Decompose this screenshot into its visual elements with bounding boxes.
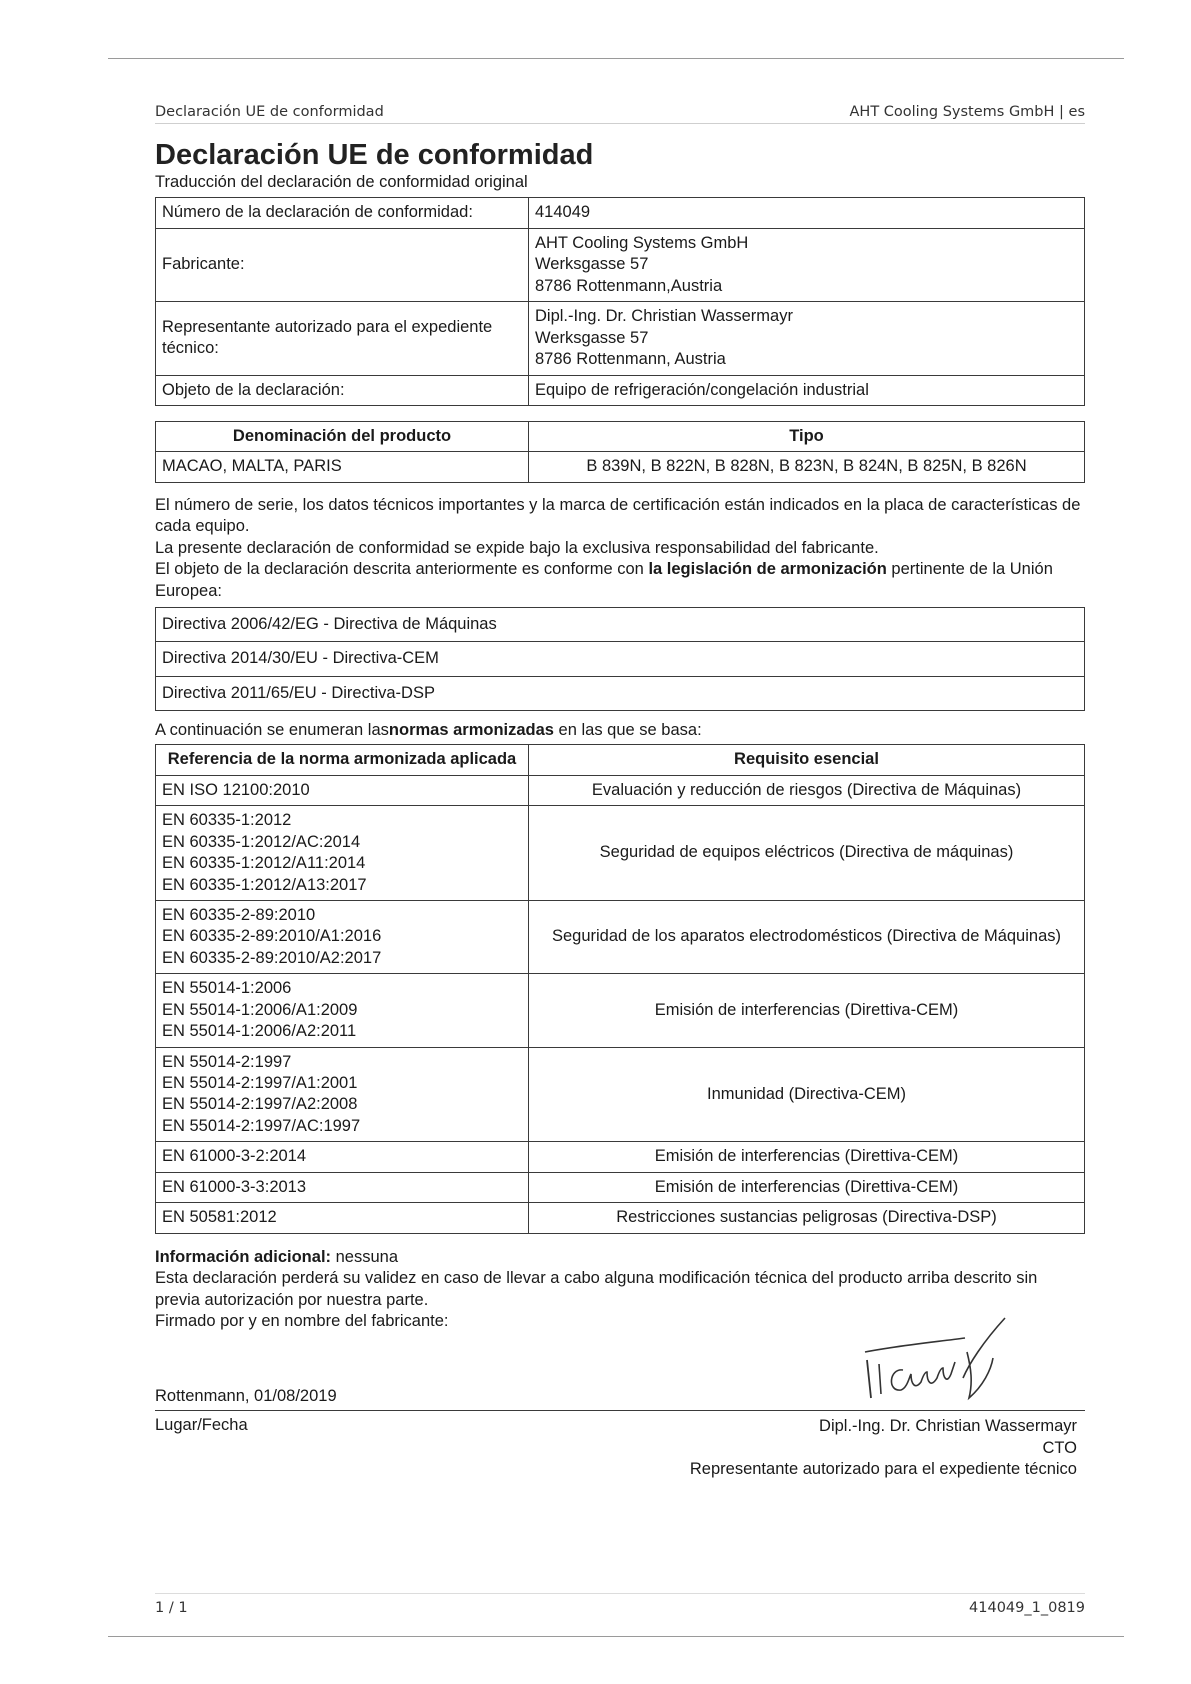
page-title: Declaración UE de conformidad <box>155 139 594 171</box>
table-header-row <box>156 745 1085 775</box>
document-id: 414049_1_0819 <box>969 1600 1085 1616</box>
standard-refs <box>156 1172 529 1202</box>
standard-requirement: Emisión de interferencias (Direttiva-CEM) <box>529 974 1085 1047</box>
running-header <box>155 104 1085 124</box>
table-row <box>156 775 1085 805</box>
signed-by-note: Firmado por y en nombre del fabricante: <box>155 1311 449 1330</box>
bold-text: la legislación de armonización <box>648 560 887 579</box>
table-row <box>156 375 1085 405</box>
page-number: 1 / 1 <box>155 1600 188 1616</box>
text-run: pertinente de la Unión Europea: <box>155 560 1053 600</box>
text-run: El objeto de la declaración descrita anteriormente es conforme con <box>155 560 649 579</box>
column-header: Denominación del producto <box>156 421 529 451</box>
top-rule <box>108 58 1124 59</box>
standard-ref: EN 55014-2:1997/AC:1997 <box>162 1116 361 1135</box>
bold-text: normas armonizadas <box>388 721 554 740</box>
standard-ref: EN 60335-1:2012/A11:2014 <box>162 854 366 873</box>
standard-refs <box>156 900 529 973</box>
signer-name: Dipl.-Ing. Dr. Christian Wassermayr <box>819 1417 1077 1436</box>
product-table <box>155 421 1085 483</box>
table-row <box>156 900 1085 973</box>
table-row <box>156 974 1085 1047</box>
directives-table <box>155 607 1085 711</box>
paragraph: La presente declaración de conformidad se expide bajo la exclusiva responsabilidad del fabricante. <box>155 538 879 557</box>
standard-ref: EN 61000-3-2:2014 <box>162 1147 307 1166</box>
header-left: Declaración UE de conformidad <box>155 104 384 120</box>
standard-ref: EN 60335-1:2012 <box>162 811 292 830</box>
signer-title: CTO <box>1042 1438 1077 1457</box>
table-row <box>156 1203 1085 1233</box>
address-line: Werksgasse 57 <box>535 255 649 274</box>
standard-ref: EN 60335-2-89:2010/A2:2017 <box>162 948 382 967</box>
address-line: Dipl.-Ing. Dr. Christian Wassermayr <box>535 307 793 326</box>
standard-ref: EN 60335-2-89:2010/A1:2016 <box>162 927 382 946</box>
standard-refs <box>156 1047 529 1142</box>
table-row <box>156 642 1085 676</box>
directive: Directiva 2014/30/EU - Directiva-CEM <box>156 642 1085 676</box>
place-date-label: Lugar/Fecha <box>155 1416 248 1435</box>
paragraph <box>155 559 1085 602</box>
standard-refs <box>156 974 529 1047</box>
standard-ref: EN 55014-1:2006 <box>162 979 292 998</box>
standard-requirement: Seguridad de los aparatos electrodomésticos (Directiva de Máquinas) <box>529 900 1085 973</box>
table-row <box>156 302 1085 375</box>
signature-section <box>155 1332 1085 1522</box>
standard-refs <box>156 1203 529 1233</box>
standard-requirement: Seguridad de equipos eléctricos (Directiva de máquinas) <box>529 806 1085 901</box>
declaration-object: Equipo de refrigeración/congelación industrial <box>529 375 1085 405</box>
bottom-rule <box>108 1636 1124 1637</box>
table-row <box>156 676 1085 710</box>
document-page <box>155 104 1085 1522</box>
table-row <box>156 1047 1085 1142</box>
product-names: MACAO, MALTA, PARIS <box>156 452 529 482</box>
declaration-number-label: Número de la declaración de conformidad: <box>156 198 529 228</box>
table-row <box>156 452 1085 482</box>
standard-refs <box>156 775 529 805</box>
additional-info-line <box>155 1247 1085 1268</box>
standard-requirement: Evaluación y reducción de riesgos (Directiva de Máquinas) <box>529 775 1085 805</box>
page-subtitle: Traducción del declaración de conformidad original <box>155 173 528 192</box>
validity-note: Esta declaración perderá su validez en caso de llevar a cabo alguna modificación técnica del producto arriba descrito sin previa autorización por nuestra parte. <box>155 1269 1038 1309</box>
standard-requirement: Inmunidad (Directiva-CEM) <box>529 1047 1085 1142</box>
additional-info-label: Información adicional: <box>155 1247 332 1266</box>
declaration-text <box>155 495 1085 602</box>
address-line: AHT Cooling Systems GmbH <box>535 233 749 252</box>
address-line: Werksgasse 57 <box>535 328 649 347</box>
standard-ref: EN 55014-2:1997/A1:2001 <box>162 1074 358 1092</box>
representative-label: Representante autorizado para el expediente técnico: <box>156 302 529 375</box>
standard-ref: EN 55014-2:1997 <box>162 1052 292 1071</box>
standard-ref: EN 55014-1:2006/A1:2009 <box>162 1000 358 1019</box>
address-line: 8786 Rottenmann,Austria <box>535 276 723 295</box>
additional-info-value: nessuna <box>331 1247 398 1266</box>
signer-role: Representante autorizado para el expediente técnico <box>689 1460 1077 1479</box>
declaration-number: 414049 <box>529 198 1085 228</box>
address-line: 8786 Rottenmann, Austria <box>535 350 726 369</box>
table-row <box>156 1142 1085 1172</box>
standard-refs <box>156 806 529 901</box>
product-types: B 839N, B 822N, B 828N, B 823N, B 824N, B 825N, B 826N <box>529 452 1085 482</box>
table-row <box>156 806 1085 901</box>
standard-ref: EN 55014-2:1997/A2:2008 <box>162 1095 358 1114</box>
standard-ref: EN 60335-1:2012/A13:2017 <box>162 875 367 894</box>
manufacturer-address <box>529 228 1085 301</box>
standard-requirement: Restricciones sustancias peligrosas (Directiva-DSP) <box>529 1203 1085 1233</box>
standard-requirement: Emisión de interferencias (Direttiva-CEM) <box>529 1142 1085 1172</box>
standard-ref: EN 60335-2-89:2010 <box>162 905 316 924</box>
handwritten-signature <box>845 1312 1045 1407</box>
table-row <box>156 228 1085 301</box>
standard-ref: EN 60335-1:2012/AC:2014 <box>162 832 361 851</box>
standards-table <box>155 744 1085 1233</box>
paragraph: El número de serie, los datos técnicos importantes y la marca de certificación están indicados en la placa de características de cada equipo. <box>155 495 1081 536</box>
manufacturer-label: Fabricante: <box>156 228 529 301</box>
standard-ref: EN 50581:2012 <box>162 1208 277 1227</box>
text-run: en las que se basa: <box>553 721 702 740</box>
declaration-info-table <box>155 197 1085 406</box>
table-header-row <box>156 421 1085 451</box>
standard-ref: EN 61000-3-3:2013 <box>162 1177 307 1196</box>
header-right: AHT Cooling Systems GmbH | es <box>849 104 1085 120</box>
table-row <box>156 198 1085 228</box>
signature-line <box>155 1410 1085 1411</box>
standard-ref: EN 55014-1:2006/A2:2011 <box>162 1022 357 1041</box>
directive: Directiva 2011/65/EU - Directiva-DSP <box>156 676 1085 710</box>
page-footer <box>155 1593 1085 1616</box>
standard-requirement: Emisión de interferencias (Direttiva-CEM) <box>529 1172 1085 1202</box>
standard-refs <box>156 1142 529 1172</box>
representative-address <box>529 302 1085 375</box>
table-row <box>156 608 1085 642</box>
column-header: Requisito esencial <box>529 745 1085 775</box>
directive: Directiva 2006/42/EG - Directiva de Máquinas <box>156 608 1085 642</box>
table-row <box>156 1172 1085 1202</box>
standards-intro <box>155 721 1085 740</box>
text-run: A continuación se enumeran las <box>155 721 389 740</box>
column-header: Tipo <box>529 421 1085 451</box>
signer-block <box>690 1416 1077 1480</box>
column-header: Referencia de la norma armonizada aplicada <box>156 745 529 775</box>
standard-ref: EN ISO 12100:2010 <box>162 780 310 799</box>
place-date: Rottenmann, 01/08/2019 <box>155 1387 337 1406</box>
object-label: Objeto de la declaración: <box>156 375 529 405</box>
